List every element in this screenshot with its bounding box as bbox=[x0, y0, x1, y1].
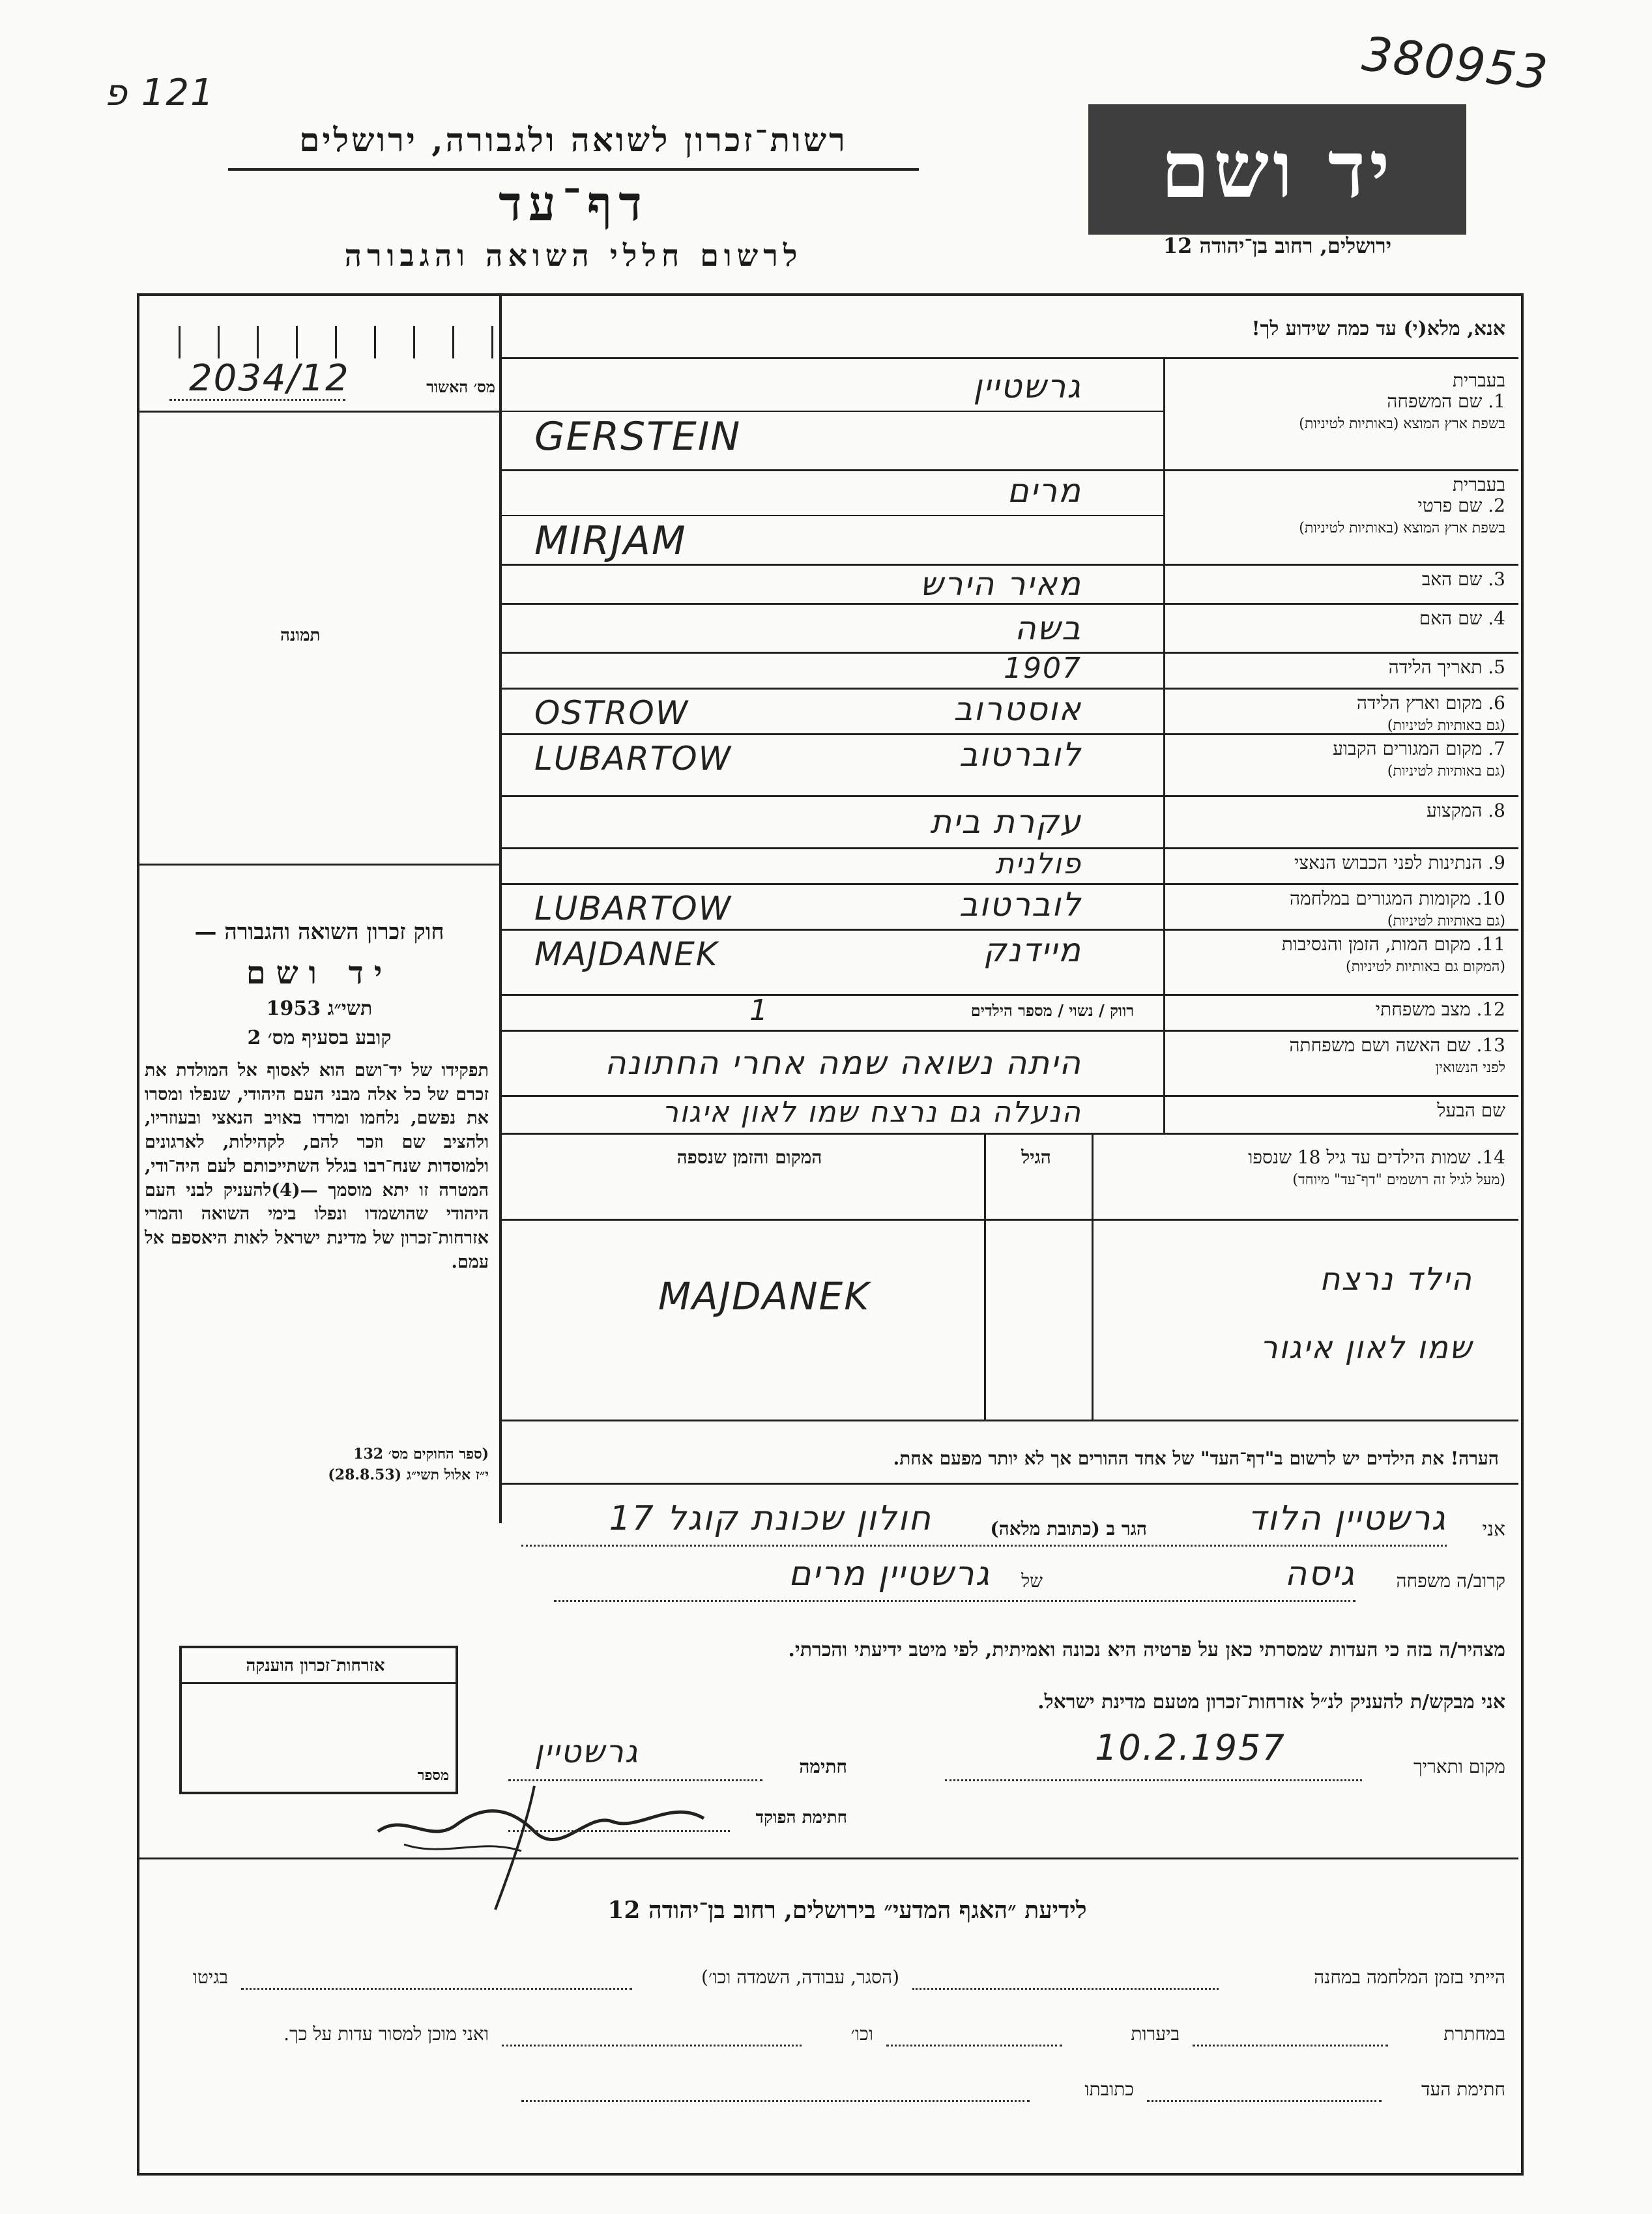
field-row-divider bbox=[502, 994, 1518, 996]
field-sub: בשפת ארץ המוצא (באותיות לטיניות) bbox=[1299, 520, 1505, 537]
field-num: 9. bbox=[1488, 852, 1505, 873]
children-num: 14. bbox=[1476, 1146, 1505, 1168]
sci-line1-fill-a bbox=[912, 1988, 1219, 1990]
children-title: שמות הילדים עד גיל 18 שנספו bbox=[1248, 1146, 1471, 1168]
field-row-divider bbox=[502, 883, 1518, 885]
decl-relative-label: קרוב/ה משפחה bbox=[1396, 1570, 1505, 1592]
field-hebrew-value: 1 bbox=[749, 994, 769, 1027]
field-label bbox=[1170, 370, 1505, 433]
field-title: הנתינות לפני הכבוש הנאצי bbox=[1294, 852, 1483, 873]
field-title: שם פרטי bbox=[1417, 495, 1483, 517]
child-name-1: הילד נרצח bbox=[1320, 1261, 1473, 1298]
file-number-value: 2034/12 bbox=[189, 357, 350, 400]
institution-name: רשות־זכרון לשואה ולגבורה, ירושלים bbox=[299, 121, 848, 159]
file-number-line bbox=[169, 399, 345, 401]
sci-line2-fill-a bbox=[1193, 2045, 1388, 2046]
field-num: 11. bbox=[1476, 933, 1505, 955]
law-ref: (ספר החוקים מס׳ 132 bbox=[353, 1446, 489, 1463]
field-title: שם הבעל bbox=[1437, 1100, 1505, 1121]
sci-line3-fill-b bbox=[521, 2100, 1030, 2102]
field-title: מקום המות, הזמן והנסיבות bbox=[1281, 933, 1471, 955]
note-line: הערה! את הילדים יש לרשום ב"דף־העד" של אחד ההורים אך לא יותר מפעם אחת. bbox=[893, 1448, 1499, 1469]
field-label bbox=[1170, 474, 1505, 538]
cert-title-divider bbox=[182, 1682, 456, 1684]
field-title: מקומות המגורים במלחמה bbox=[1290, 888, 1471, 909]
field-sub: בשפת ארץ המוצא (באותיות לטיניות) bbox=[1299, 416, 1505, 433]
field-hebrew-value: מיידנק bbox=[983, 931, 1082, 969]
field-row-divider bbox=[502, 1030, 1518, 1032]
form-title: דף־עד bbox=[499, 176, 648, 232]
file-number-label: מס׳ האשור bbox=[426, 377, 495, 396]
field-label bbox=[1170, 569, 1505, 590]
decl-of-label: של bbox=[1021, 1570, 1043, 1592]
children-sub: (מעל לגיל זה רושמים "דף־עד" מיוחד) bbox=[1292, 1172, 1505, 1189]
field-label bbox=[1170, 1035, 1505, 1077]
field-sub-top: בעברית bbox=[1452, 474, 1505, 495]
field-hebrew-value: גרשטיין bbox=[973, 368, 1082, 405]
field-hebrew-value: פולנית bbox=[995, 847, 1082, 881]
decl-i-label: אני bbox=[1482, 1518, 1505, 1541]
corner-reference: 121 פ bbox=[104, 72, 215, 114]
field-num: 5. bbox=[1488, 656, 1505, 678]
child-place-1: MAJDANEK bbox=[658, 1274, 871, 1318]
decl-official-label: חתימת הפוקד bbox=[755, 1808, 847, 1828]
law-name: יד ושם bbox=[246, 955, 393, 991]
field-latin-value: LUBARTOW bbox=[534, 890, 732, 927]
label-column-divider bbox=[1163, 357, 1165, 1133]
field-num: 12. bbox=[1476, 998, 1505, 1020]
children-top-divider bbox=[502, 1133, 1518, 1135]
field-num: 2. bbox=[1488, 495, 1505, 517]
field-label bbox=[1170, 1100, 1505, 1121]
sci-line2-fill-b bbox=[886, 2045, 1062, 2046]
field-title: שם המשפחה bbox=[1387, 390, 1483, 413]
field-latin-value: MAJDANEK bbox=[534, 935, 719, 973]
field-latin-value: LUBARTOW bbox=[534, 740, 732, 778]
cert-number-label: מספר bbox=[417, 1767, 449, 1784]
logo-text: יד ושם bbox=[1161, 123, 1394, 216]
law-text: תפקידו של יד־ושם הוא לאסוף אל המולדת את זכרם של כל אלה מבני העם היהודי, שנפלו ומסרו את נפשם, נלחמו ומרדו באויב הנאצי ובעוזריו, ולהציב שם וזכר להם, לקהילות, לארגונים ולמוסדות שנח־רבו בגלל השתייכותם לעם היה־ודי, המטרה זו יתא מוסמך —(4)להעניק לבני העם היהודי שהושמדו ונפלו בימי השואה והמרי אזרחות־זכרון של מדינת ישראל לאות היאספם אל עמם. bbox=[145, 1060, 489, 1272]
sci-line2-d: ואני מוכן למסור עדות על כך. bbox=[283, 2023, 489, 2045]
field-sub: (גם באותיות לטיניות) bbox=[1387, 718, 1505, 735]
left-column-divider bbox=[499, 295, 502, 1523]
sci-line2-fill-c bbox=[502, 2045, 802, 2046]
field-inner-divider bbox=[502, 515, 1163, 516]
header-address: ירושלים, רחוב בן־יהודה 12 bbox=[1163, 233, 1392, 258]
field-hebrew-value: אוסטרוב bbox=[953, 690, 1082, 728]
decl-address-label: הגר ב (כתובת מלאה) bbox=[990, 1518, 1147, 1539]
field-hebrew-value: עקרת בית bbox=[930, 803, 1082, 841]
stamp-number: 380953 bbox=[1359, 26, 1552, 100]
field-hebrew-value: מרים bbox=[1007, 472, 1082, 510]
sci-line3-a: חתימת העד bbox=[1421, 2078, 1505, 2100]
children-bottom-divider bbox=[502, 1420, 1518, 1421]
law-year: תשי״ג 1953 bbox=[266, 997, 373, 1020]
sci-line1-c: בגיטו bbox=[192, 1966, 228, 1988]
sci-line2-c: וכו׳ bbox=[850, 2023, 873, 2045]
cert-title: אזרחות־זכרון הוענקה bbox=[246, 1656, 385, 1676]
law-top-divider bbox=[139, 864, 499, 866]
field-hebrew-value: לוברטוב bbox=[959, 736, 1082, 774]
field-title: מצב משפחתי bbox=[1375, 998, 1471, 1020]
decl-line-date bbox=[945, 1779, 1362, 1781]
decl-signature-label: חתימה bbox=[799, 1756, 847, 1777]
field-title: המקצוע bbox=[1426, 800, 1483, 821]
field-sub-top: בעברית bbox=[1452, 370, 1505, 391]
children-col1 bbox=[1092, 1133, 1094, 1420]
field-inner-divider bbox=[502, 411, 1163, 412]
field-row-divider bbox=[502, 469, 1518, 471]
field-num: 1. bbox=[1488, 390, 1505, 413]
field-sub: לפני הנשואין bbox=[1435, 1060, 1505, 1077]
decl-line-1 bbox=[521, 1545, 1447, 1547]
field-title: שם האב bbox=[1421, 568, 1483, 590]
institution-underline bbox=[228, 168, 919, 171]
cert-box bbox=[179, 1646, 458, 1794]
field-label bbox=[1170, 934, 1505, 976]
field-hebrew-value: מאיר הירש bbox=[920, 565, 1082, 603]
law-date: י״ז אלול תשי״ג (28.8.53) bbox=[328, 1466, 489, 1483]
law-clause: קובע בסעיף מס׳ 2 bbox=[247, 1027, 392, 1049]
field-row-divider bbox=[502, 603, 1518, 605]
field-num: 13. bbox=[1476, 1034, 1505, 1056]
field-hebrew-value: הנעלה גם נרצח שמו לאון איגור bbox=[662, 1096, 1082, 1129]
field-sub: (גם באותיות לטיניות) bbox=[1387, 913, 1505, 930]
scientific-divider bbox=[139, 1857, 1518, 1859]
decl-i-value: גרשטיין הלוד bbox=[1247, 1499, 1447, 1538]
yad-vashem-logo bbox=[1088, 104, 1466, 235]
sci-line1-a: הייתי בזמן המלחמה במחנה bbox=[1314, 1966, 1505, 1988]
field-row-divider bbox=[502, 688, 1518, 690]
children-col-age: הגיל bbox=[1021, 1146, 1051, 1168]
form-subtitle: לרשום חללי השואה והגבורה bbox=[344, 238, 803, 273]
field-title: שם האם bbox=[1419, 607, 1483, 629]
decl-place-date-label: מקום ותאריך bbox=[1413, 1756, 1505, 1777]
field-latin-value: MIRJAM bbox=[534, 518, 687, 564]
field-hebrew-value: 1907 bbox=[1004, 652, 1082, 685]
note-divider bbox=[502, 1483, 1518, 1485]
field-sub: (גם באותיות לטיניות) bbox=[1387, 763, 1505, 780]
children-header-divider bbox=[502, 1219, 1518, 1221]
decl-place-date-value: 10.2.1957 bbox=[1095, 1727, 1286, 1768]
request-line: אנא, מלא(י) עד כמה שידוע לך! bbox=[1251, 317, 1505, 340]
file-number-divider bbox=[139, 411, 499, 413]
field-label bbox=[1170, 608, 1505, 629]
sci-line2-b: ביערות bbox=[1131, 2023, 1180, 2045]
sci-line1-b: (הסגר, עבודה, השמדה וכו׳) bbox=[701, 1966, 899, 1988]
sci-line1-fill-b bbox=[241, 1988, 632, 1990]
photo-label: תמונה bbox=[280, 626, 321, 645]
decl-signature-value: גרשטיין bbox=[534, 1734, 639, 1770]
field-hebrew-value: לוברטוב bbox=[959, 886, 1082, 924]
decl-statement: מצהיר/ה בזה כי העדות שמסרתי כאן על פרטיה היא נכונה ואמיתית, לפי מיטב ידיעתי והכרתי. bbox=[788, 1639, 1505, 1661]
field-num: 7. bbox=[1488, 738, 1505, 759]
children-col-place: המקום והזמן שנספה bbox=[676, 1146, 822, 1168]
field-title: תאריך הלידה bbox=[1388, 656, 1483, 678]
field-num: 6. bbox=[1488, 692, 1505, 714]
field-label bbox=[1170, 657, 1505, 678]
sci-line2-a: במחתרת bbox=[1443, 2023, 1505, 2045]
field-num: 8. bbox=[1488, 800, 1505, 821]
field-latin-value: GERSTEIN bbox=[534, 414, 742, 459]
field-latin-value: OSTROW bbox=[534, 694, 689, 732]
field-label bbox=[1170, 693, 1505, 735]
field-num: 4. bbox=[1488, 607, 1505, 629]
request-divider bbox=[502, 357, 1518, 359]
field-hebrew-value: היתה נשואה שמה אחרי החתונה bbox=[604, 1044, 1082, 1082]
decl-relation-value: גיסה bbox=[1284, 1554, 1355, 1594]
field-label bbox=[1170, 852, 1505, 873]
sci-line3-b: כתובתו bbox=[1084, 2078, 1134, 2100]
field-title: מקום המגורים הקבוע bbox=[1333, 738, 1483, 759]
field-label bbox=[1170, 738, 1505, 780]
field-label bbox=[1170, 999, 1505, 1020]
field-num: 3. bbox=[1488, 568, 1505, 590]
sci-line3-fill-a bbox=[1147, 2100, 1382, 2102]
field-label bbox=[1170, 888, 1505, 930]
decl-line-2 bbox=[554, 1600, 1355, 1602]
scientific-title: לידיעת ״האגף המדעי״ בירושלים, רחוב בן־יהודה 12 bbox=[607, 1897, 1087, 1924]
field-num: 10. bbox=[1476, 888, 1505, 909]
child-name-2: שמו לאון איגור bbox=[1260, 1330, 1473, 1366]
children-col2 bbox=[984, 1133, 986, 1420]
field-title: מקום וארץ הלידה bbox=[1356, 692, 1483, 714]
decl-address-value: חולון שכונת קוגל 17 bbox=[609, 1499, 932, 1538]
tick-row bbox=[139, 326, 501, 358]
decl-of-value: גרשטיין מרים bbox=[788, 1554, 991, 1594]
law-title: חוק זכרון השואה והגבורה — bbox=[194, 919, 444, 945]
field-hebrew-value: בשה bbox=[1015, 609, 1082, 647]
children-label bbox=[1101, 1147, 1505, 1189]
field-title: שם האשה ושם משפחתה bbox=[1289, 1034, 1471, 1056]
field-label bbox=[1170, 800, 1505, 821]
field-sub: (המקום גם באותיות לטיניות) bbox=[1346, 959, 1505, 976]
field-row-divider bbox=[502, 795, 1518, 797]
decl-request: אני מבקש/ת להעניק לנ״ל אזרחות־זכרון מטעם מדינת ישראל. bbox=[1037, 1691, 1505, 1713]
field-printed-options: רווק / נשוי / מספר הילדים bbox=[970, 1001, 1134, 1020]
